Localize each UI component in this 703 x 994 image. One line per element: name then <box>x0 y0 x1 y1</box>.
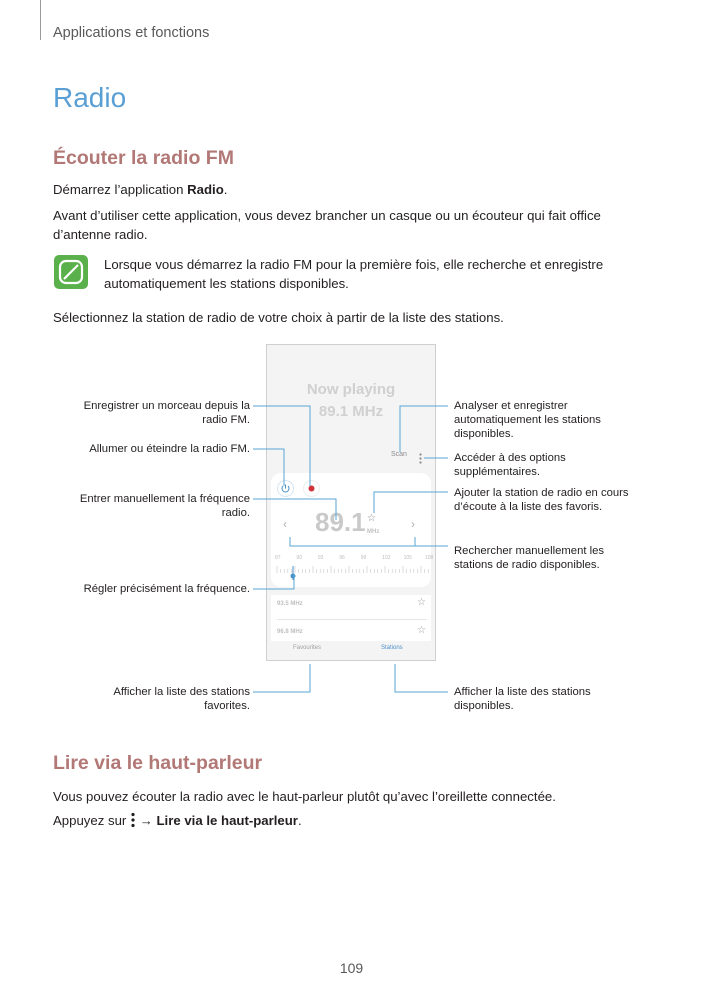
scale-tick-label: 90 <box>296 555 302 561</box>
page-title: Radio <box>53 82 127 113</box>
callout-show-favorites: Afficher la liste des stations favorites. <box>113 686 250 712</box>
tab-favorites[interactable]: Favourites <box>293 645 322 651</box>
callout-show-stations: Afficher la liste des stations disponibles. <box>454 686 591 712</box>
scale-tick-label: 96 <box>339 555 345 561</box>
scale-tick-label: 87 <box>275 555 281 561</box>
callout-manual-search: Rechercher manuellement les stations de radio disponibles. <box>454 545 605 571</box>
scale-tick-label: 105 <box>403 555 412 561</box>
callout-power: Allumer ou éteindre la radio FM. <box>89 443 250 455</box>
callout-add-favorite: Ajouter la station de radio en cours d’écoute à la liste des favoris. <box>454 487 629 513</box>
paragraph-select-station: Sélectionnez la station de radio de votre choix à partir de la liste des stations. <box>53 310 504 325</box>
station-2-star-icon[interactable]: ☆ <box>417 625 426 636</box>
paragraph-speaker: Vous pouvez écouter la radio avec le haut-parleur plutôt qu’avec l’oreillette connectée. <box>53 789 556 804</box>
station-1-star-icon[interactable]: ☆ <box>417 597 426 608</box>
paragraph-start-app: Démarrez l’application Radio. <box>53 182 228 197</box>
frequency-display[interactable]: 89.1 <box>315 507 366 537</box>
page-number: 109 <box>339 960 364 976</box>
scale-tick-label: 93 <box>317 555 324 561</box>
scale-tick-label: 99 <box>360 555 367 561</box>
tab-stations[interactable]: Stations <box>381 645 403 651</box>
frequency-unit: MHz <box>367 529 380 535</box>
scale-tick-label: 102 <box>382 555 391 561</box>
callout-scan: Analyser et enregistrer automatiquement les stations disponibles. <box>454 400 601 440</box>
callout-enter-frequency: Entrer manuellement la fréquence radio. <box>79 493 250 519</box>
section-heading-speaker: Lire via le haut-parleur <box>53 752 263 774</box>
paragraph-tap-speaker: Appuyez sur → Lire via le haut-parleur. <box>53 813 302 828</box>
more-options-icon <box>130 812 136 828</box>
section-header: Applications et fonctions <box>53 25 210 41</box>
section-heading-fm: Écouter la radio FM <box>53 147 234 169</box>
callout-record: Enregistrer un morceau depuis la radio FM. <box>83 400 250 426</box>
now-playing-frequency: 89.1 MHz <box>318 403 384 420</box>
note-text: Lorsque vous démarrez la radio FM pour la première fois, elle recherche et enregistre automatiquement les stations disponibles. <box>104 257 604 291</box>
station-item-2[interactable]: 96.8 MHz <box>277 629 303 635</box>
next-frequency-icon[interactable]: › <box>411 517 415 531</box>
scan-button[interactable]: Scan <box>391 451 407 458</box>
scale-tick-label: 108 <box>425 555 434 561</box>
now-playing-title: Now playing <box>306 381 396 398</box>
paragraph-headset: Avant d’utiliser cette application, vous devez brancher un casque ou un écouteur qui fait office d’antenne radio. <box>53 208 601 242</box>
station-item-1[interactable]: 93.5 MHz <box>277 601 303 607</box>
favorite-star-icon[interactable]: ☆ <box>367 513 376 524</box>
callout-more-options: Accéder à des options supplémentaires. <box>454 452 566 478</box>
previous-frequency-icon[interactable]: ‹ <box>283 517 287 531</box>
callout-fine-tune: Régler précisément la fréquence. <box>83 583 250 595</box>
